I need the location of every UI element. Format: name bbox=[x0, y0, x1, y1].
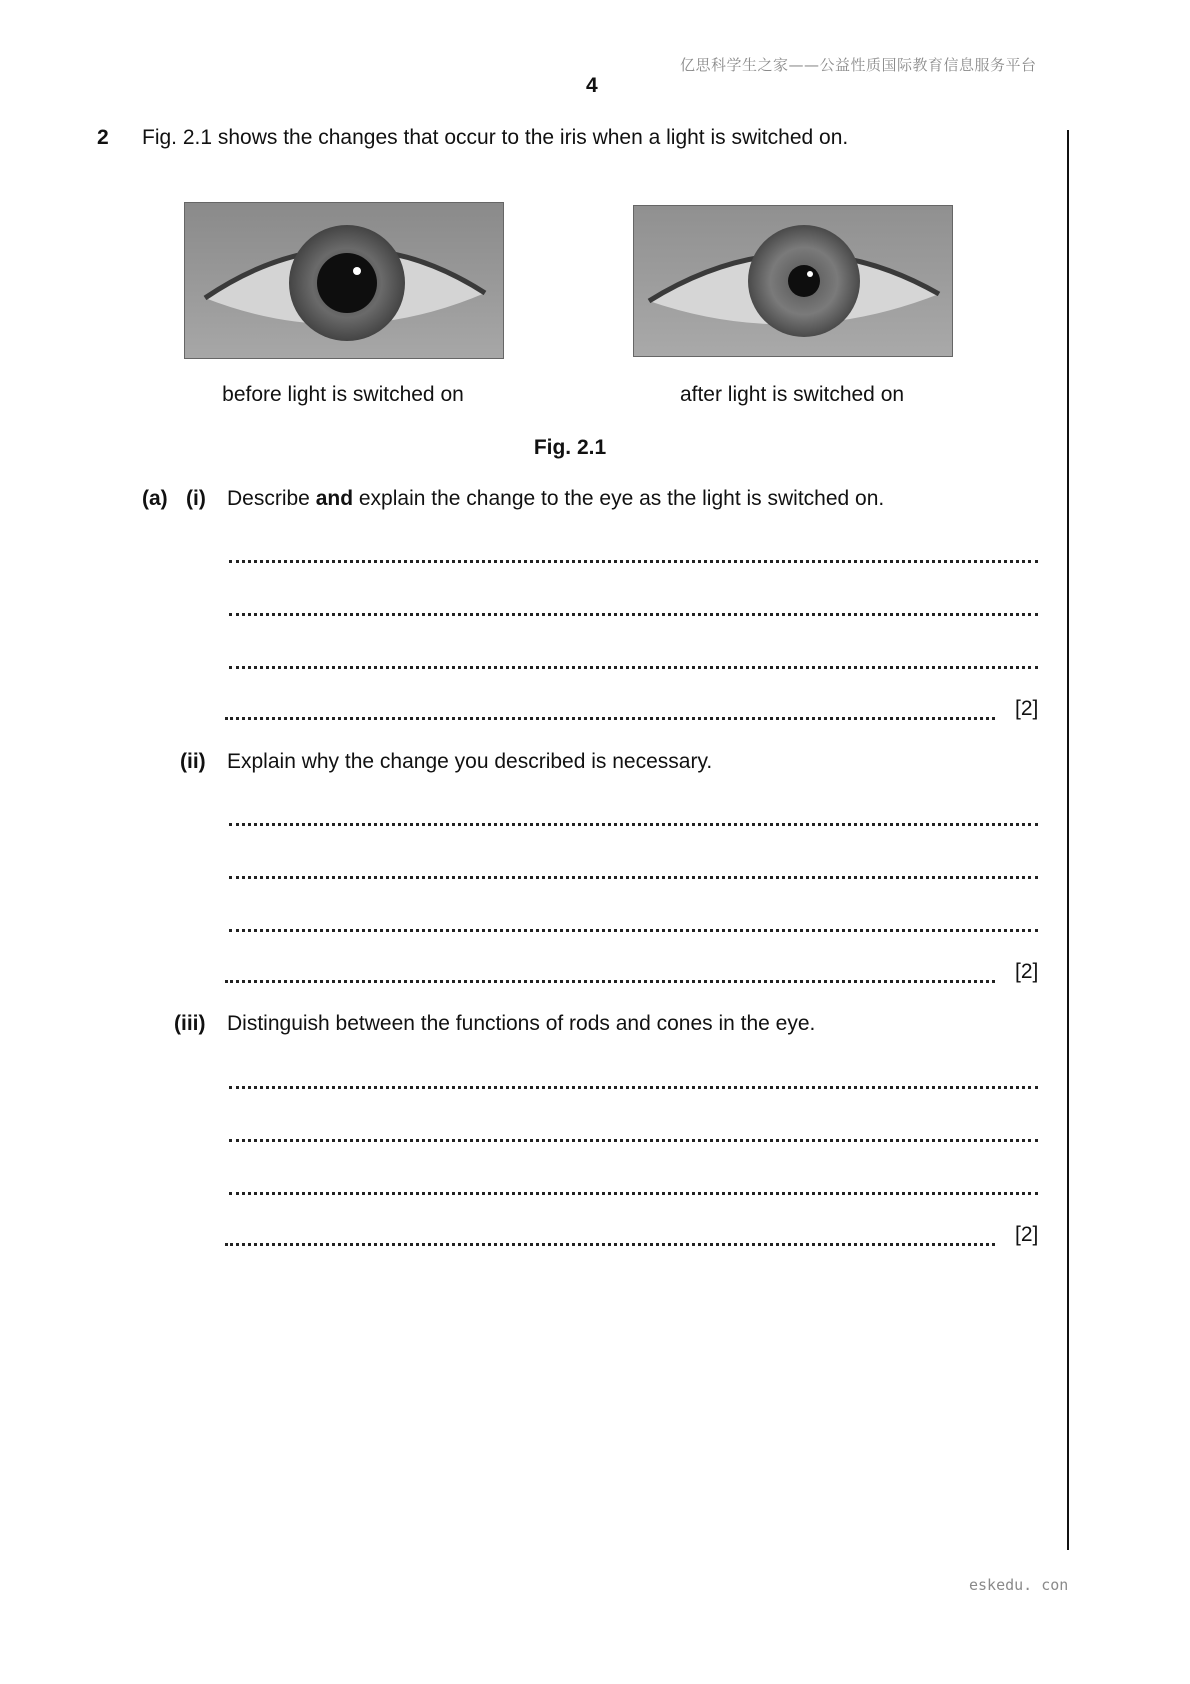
caption-after: after light is switched on bbox=[679, 383, 905, 406]
part-iii-label: (iii) bbox=[174, 1012, 206, 1035]
answer-line[interactable] bbox=[225, 980, 995, 983]
answer-line[interactable] bbox=[229, 560, 1038, 563]
marks-i: [2] bbox=[1015, 697, 1039, 720]
part-i-text-post: explain the change to the eye as the light is switched on. bbox=[353, 487, 885, 510]
answer-line[interactable] bbox=[229, 1139, 1038, 1142]
part-iii-question: Distinguish between the functions of rods and cones in the eye. bbox=[227, 1012, 816, 1035]
answer-line[interactable] bbox=[229, 613, 1038, 616]
footer-site: eskedu. con bbox=[969, 1576, 1069, 1594]
answer-line[interactable] bbox=[229, 876, 1038, 879]
answer-line[interactable] bbox=[229, 666, 1038, 669]
answer-line[interactable] bbox=[229, 823, 1038, 826]
eye-photo-after bbox=[633, 205, 953, 357]
marks-ii: [2] bbox=[1015, 960, 1039, 983]
answer-line[interactable] bbox=[229, 929, 1038, 932]
answer-line[interactable] bbox=[225, 717, 995, 720]
caption-before: before light is switched on bbox=[222, 383, 464, 406]
margin-rule bbox=[1067, 130, 1069, 1550]
part-i-text-bold: and bbox=[315, 487, 354, 510]
answer-line[interactable] bbox=[229, 1192, 1038, 1195]
eye-photo-before bbox=[184, 202, 504, 359]
figure-label: Fig. 2.1 bbox=[533, 436, 607, 459]
part-i-label: (i) bbox=[186, 487, 206, 510]
part-a-label: (a) bbox=[142, 487, 168, 510]
marks-iii: [2] bbox=[1015, 1223, 1039, 1246]
part-ii-question: Explain why the change you described is necessary. bbox=[227, 750, 713, 773]
question-number: 2 bbox=[97, 126, 109, 149]
part-i-question bbox=[227, 487, 884, 511]
header-watermark: 亿思科学生之家——公益性质国际教育信息服务平台 bbox=[680, 56, 1037, 74]
question-intro: Fig. 2.1 shows the changes that occur to the iris when a light is switched on. bbox=[142, 126, 849, 149]
answer-line[interactable] bbox=[225, 1243, 995, 1246]
answer-line[interactable] bbox=[229, 1086, 1038, 1089]
part-ii-label: (ii) bbox=[180, 750, 206, 773]
part-i-text-pre: Describe bbox=[227, 487, 316, 510]
page-number: 4 bbox=[586, 74, 598, 97]
